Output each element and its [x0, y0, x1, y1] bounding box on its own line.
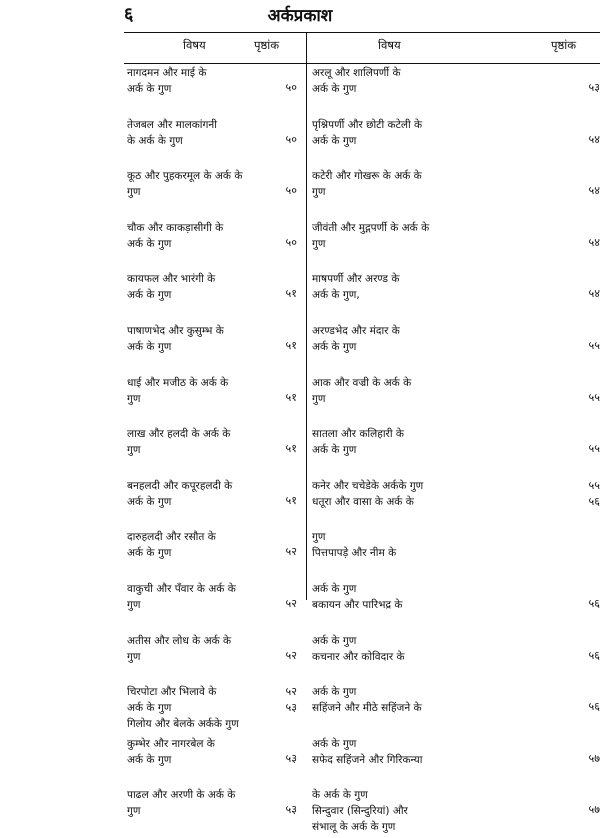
entry-text: गिलोय और बेलके अर्कके गुण [127, 718, 239, 731]
index-entry [312, 322, 600, 374]
entry-text: गुण [127, 444, 141, 457]
page-number-value: ५४ [588, 184, 600, 198]
index-entry [312, 425, 600, 477]
entry-text: अर्क के गुण [127, 547, 172, 560]
entry-text: कनेर और चचेडेके अर्कके गुण [312, 479, 424, 492]
page-number-value: ५५ [588, 338, 600, 352]
page-title: अर्कप्रकाश [267, 6, 333, 26]
entry-text: अरलू और शालिपर्णी के [312, 67, 401, 79]
index-entry [127, 219, 303, 271]
entry-text: सफेद सहिंजने और गिरिकन्या [312, 753, 423, 766]
page-number-value: ५६ [588, 648, 600, 662]
index-entry [312, 167, 600, 219]
index-entry [127, 735, 303, 787]
entry-text: अर्क के गुण [127, 340, 172, 353]
entry-text: अरण्डभेद और मंदार के [312, 324, 400, 337]
page-number-value: ५४ [588, 287, 600, 301]
index-entry [127, 322, 303, 374]
index-entry [312, 374, 600, 426]
entry-text: चौक और काकड़ासीगी के [127, 221, 224, 234]
entry-text: गुण [312, 237, 326, 250]
entry-text: माषपर्णी और अरण्ड के [312, 273, 400, 286]
page-number-value: ५७ [588, 803, 600, 817]
entry-text: कायफल और भारंगी के [127, 273, 216, 286]
page-number-value: ५५ [588, 442, 600, 456]
page-number-value: ५२ [285, 545, 297, 559]
page-number-value: ५२ [285, 596, 297, 610]
entry-text: अर्क के गुण [127, 237, 172, 250]
entry-text: अर्क के गुण [312, 737, 357, 750]
left-page-header: पृष्ठांक [254, 38, 280, 52]
entry-text: संभालू के अर्क के गुण [312, 821, 396, 834]
index-entry [312, 270, 600, 322]
entry-text: गुण [127, 186, 141, 199]
entry-text: गुण [127, 650, 141, 663]
entry-text: अर्क के गुण [127, 83, 172, 95]
index-entry [312, 219, 600, 271]
entry-text: अर्क के गुण [312, 686, 357, 699]
page-number-value: ५३ [588, 81, 600, 94]
page-number-value: ५५ [588, 390, 600, 404]
page-number-value: ५१ [285, 442, 297, 456]
index-entry [127, 580, 303, 632]
entry-text: धाई और मजीठ के अर्क के [127, 376, 229, 389]
left-subject-header: विषय [183, 38, 206, 52]
entry-text: अर्क के गुण [312, 340, 357, 353]
right-subject-header: विषय [378, 38, 401, 52]
entry-text: बनहलदी और कपूरहलदी के [127, 479, 233, 492]
entry-text: चिरपोटा और भिलावे के [127, 686, 217, 699]
page-number: ६ [124, 4, 134, 25]
index-entry [127, 632, 303, 684]
left-index-column [127, 64, 303, 838]
index-entry [312, 528, 600, 580]
entry-text: अर्क के गुण [127, 495, 172, 508]
entry-text: कूठ और पुहकरमूल के अर्क के [127, 170, 243, 183]
entry-text: गुण [127, 805, 141, 818]
index-entry [127, 425, 303, 477]
index-entry [312, 786, 600, 838]
page-number-value: ५६ [588, 700, 600, 714]
entry-text: अर्क के गुण [312, 444, 357, 457]
entry-text: पित्तपापड़े और नीम के [312, 547, 397, 560]
entry-text: गुण [312, 392, 326, 405]
entry-text: वाकुची और पँवार के अर्क के [127, 582, 236, 595]
entry-text: अतीस और लोध के अर्क के [127, 634, 232, 647]
column-divider [306, 32, 307, 600]
index-entry [312, 477, 600, 529]
page-number-value: ५५ [588, 478, 600, 492]
index-entry [312, 580, 600, 632]
entry-text: बकायन और पारिभद्र के [312, 598, 403, 611]
entry-text: कुम्भेर और नागरबेल के [127, 737, 215, 750]
entry-text: लाख और हलदी के अर्क के [127, 428, 231, 441]
index-entry [312, 735, 600, 787]
page-number-value: ५२ [285, 685, 297, 699]
page-number-value: ५१ [285, 493, 297, 507]
entry-text: अर्क के गुण [312, 83, 357, 95]
index-entry [312, 632, 600, 684]
right-index-column [312, 64, 600, 838]
index-entry [127, 116, 303, 168]
right-page-header: पृष्ठांक [551, 38, 577, 52]
entry-text: के अर्क के गुण [312, 789, 368, 802]
index-entry [312, 683, 600, 735]
index-entry [312, 64, 600, 116]
page-number-value: ५७ [588, 751, 600, 765]
entry-text: के अर्क के गुण [127, 134, 183, 147]
page-number-value: ५१ [285, 390, 297, 404]
entry-text: अर्क के गुण [127, 289, 172, 302]
entry-text: धतूरा और वासा के अर्क के [312, 495, 414, 508]
index-entry [127, 477, 303, 529]
index-entry [127, 683, 303, 735]
entry-text: नागदमन और माई के [127, 67, 207, 79]
page-number-value: ५३ [285, 751, 297, 765]
page-number-value: ५१ [285, 338, 297, 352]
entry-text: पाढल और अरणी के अर्क के [127, 789, 236, 802]
page-number-value: ५४ [588, 235, 600, 249]
entry-text: दारुहलदी और रसौत के [127, 531, 216, 544]
index-entry [127, 786, 303, 838]
page-number-value: ५३ [285, 803, 297, 817]
entry-text: कचनार और कोविदार के [312, 650, 405, 663]
page-number-value: ५३ [285, 701, 297, 715]
entry-text: जीवंती और मुद्गपर्णी के अर्क के [312, 221, 430, 234]
index-entry [127, 270, 303, 322]
page-number-value: ५० [285, 184, 297, 198]
entry-text: अर्क के गुण [127, 702, 172, 715]
entry-text: सातला और कलिहारी के [312, 428, 404, 441]
page-number-value: ५२ [285, 648, 297, 662]
index-entry [127, 528, 303, 580]
page-number-value: ५० [285, 132, 297, 146]
entry-text: गुण [312, 186, 326, 199]
entry-text: गुण [127, 598, 141, 611]
entry-text: आक और वज्री के अर्क के [312, 376, 412, 389]
entry-text: कटेरी और गोखरू के अर्क के [312, 170, 422, 183]
entry-text: अर्क के गुण [312, 134, 357, 147]
entry-text: अर्क के गुण [312, 634, 357, 647]
entry-text: पृश्निपर्णी और छोटी कटेली के [312, 118, 423, 131]
entry-text: गुण [127, 392, 141, 405]
index-entry [127, 64, 303, 116]
entry-text: पाषाणभेद और कुसुम्भ के [127, 324, 224, 337]
entry-text: सिन्दुवार (सिन्दुरियां) और [312, 805, 408, 818]
index-entry [127, 374, 303, 426]
index-entry [127, 167, 303, 219]
entry-text: अर्क के गुण [312, 582, 357, 595]
entry-text: गुण [312, 531, 326, 544]
index-entry [312, 116, 600, 168]
page-number-value: ५० [285, 235, 297, 249]
entry-text: तेजबल और मालकांगनी [127, 118, 217, 131]
page-number-value: ५६ [588, 494, 600, 508]
page-number-value: ५० [285, 81, 297, 94]
entry-text: अर्क के गुण, [312, 289, 360, 302]
entry-text: सहिंजने और मीठे सहिंजने के [312, 702, 422, 715]
top-rule [124, 32, 600, 33]
page-number-value: ५६ [588, 596, 600, 610]
page-number-value: ५४ [588, 132, 600, 146]
page-number-value: ५१ [285, 287, 297, 301]
entry-text: अर्क के गुण [127, 753, 172, 766]
